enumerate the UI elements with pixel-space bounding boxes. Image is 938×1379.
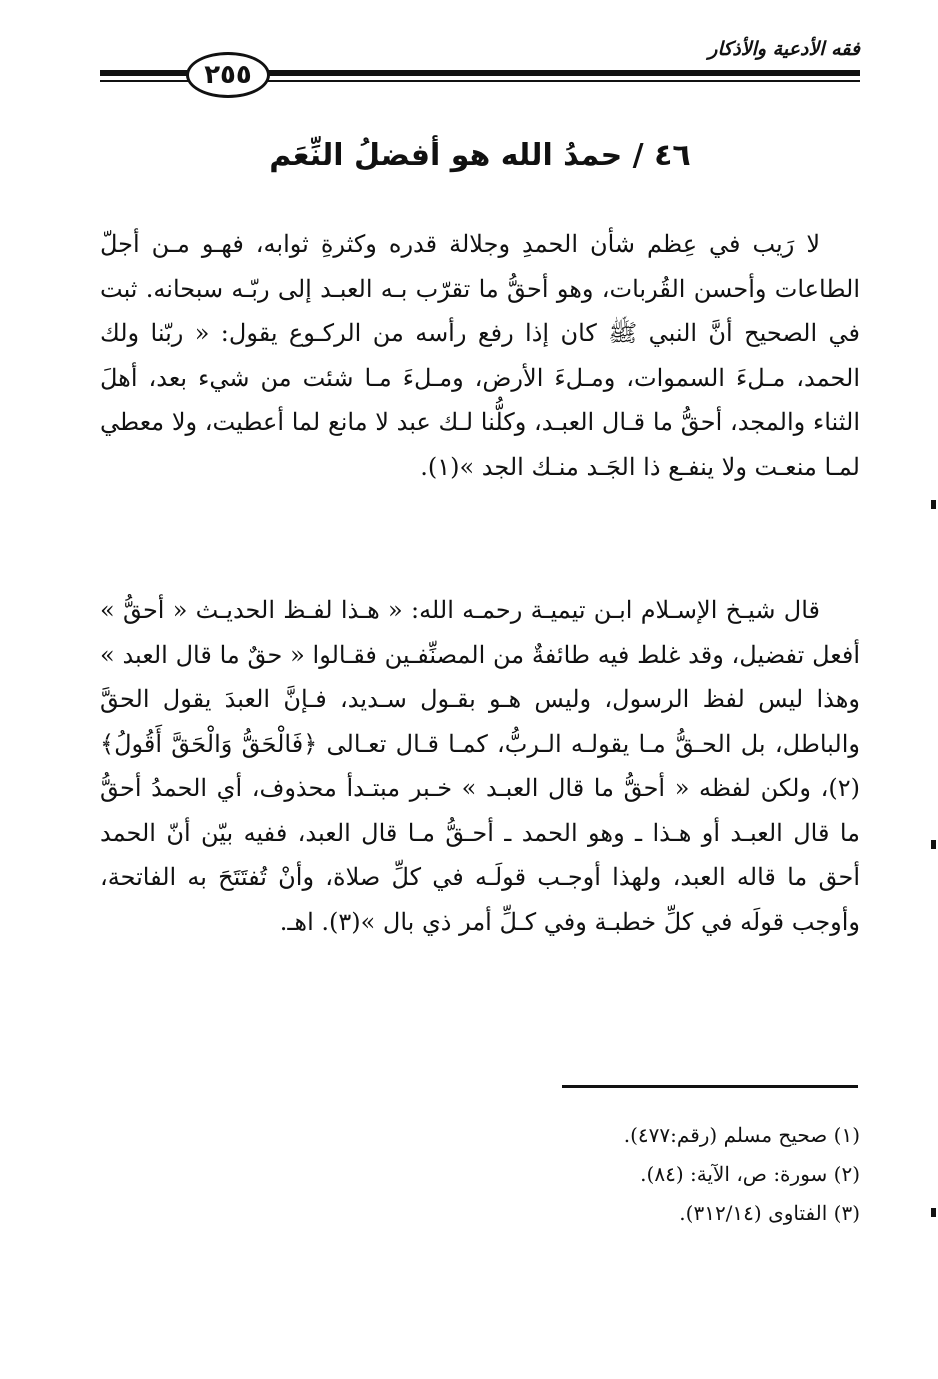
body-paragraph-2	[100, 588, 860, 944]
paragraph-text: لا رَيب في عِظم شأن الحمدِ وجلالة قدره وكثرةِ ثوابه، فهـو مـن أجلّ الطاعات وأحسن القُربات، وهو أحقُّ ما تقرّب بـه العبـد إلى ربّـه سبحانه. ثبت في الصحيح أنَّ النبي ﷺ كان إذا رفع رأسه من الركـوع يقول: « ربّنا ولك الحمد، مـلءَ السموات، ومـلءَ الأرض، ومـلءَ مـا شئت من شيء بعد، أهلَ الثناء والمجد، أحقُّ ما قـال العبـد، وكلُّنا لـك عبد لا مانع لما أعطيت، ولا معطي لمـا منعـت ولا ينفـع ذا الجَـد منـك الجد »(١).	[100, 230, 861, 481]
body-paragraph-1	[100, 222, 860, 489]
chapter-title: ٤٦ / حمدُ الله هو أفضلُ النِّعَم	[269, 138, 691, 173]
footnotes	[100, 1116, 860, 1233]
header-rule-thick-left	[100, 70, 188, 76]
header-rule-thin-left	[100, 80, 188, 82]
page-number-badge: ٢٥٥	[186, 52, 270, 98]
scan-margin-mark	[931, 1208, 936, 1217]
footnote-3: (٣) الفتاوى (٣١٢/١٤).	[679, 1201, 860, 1225]
paragraph-text: قال شيـخ الإسـلام ابـن تيميـة رحمـه الله: « هـذا لفـظ الحديـث « أحقُّ » أفعل تفضيل، وقد غلط فيه طائفةٌ من المصنِّفـين فقـالوا « حقٌ ما قال العبد » وهذا ليس لفظ الرسول، وليس هـو بقـول سـديد، فـإنَّ العبدَ يقول الحقَّ والباطل، بل الحـقُّ مـا يقولـه الـربُّ، كمـا قـال تعـالى ﴿فَالْحَقُّ وَالْحَقَّ أَقُولُ﴾(٢)، ولكن لفظه « أحقُّ ما قال العبـد » خـبر مبتـدأ محذوف، أي الحمدُ أحقُّ ما قال العبـد أو هـذا ـ وهو الحمد ـ أحـقُّ مـا قال العبد، ففيه بيّن أنّ الحمد أحق ما قاله العبد، ولهذا أوجـب قولَـه في كلِّ صلاة، وأنْ تُفتَتَحَ به الفاتحة، وأوجب قولَه في كلِّ خطبـة وفي كـلِّ أمر ذي بال »(٣). اهـ.	[100, 596, 860, 936]
footnote-2: (٢) سورة: ص، الآية: (٨٤).	[640, 1162, 860, 1186]
scan-margin-mark	[931, 840, 936, 849]
footnote-separator	[562, 1085, 858, 1088]
running-header-title: فقه الأدعية والأذكار	[708, 38, 860, 60]
header-rule-thin-right	[268, 80, 860, 82]
header-rule-thick-right	[268, 70, 860, 76]
scan-margin-mark	[931, 500, 936, 509]
footnote-1: (١) صحيح مسلم (رقم:٤٧٧).	[623, 1123, 860, 1147]
